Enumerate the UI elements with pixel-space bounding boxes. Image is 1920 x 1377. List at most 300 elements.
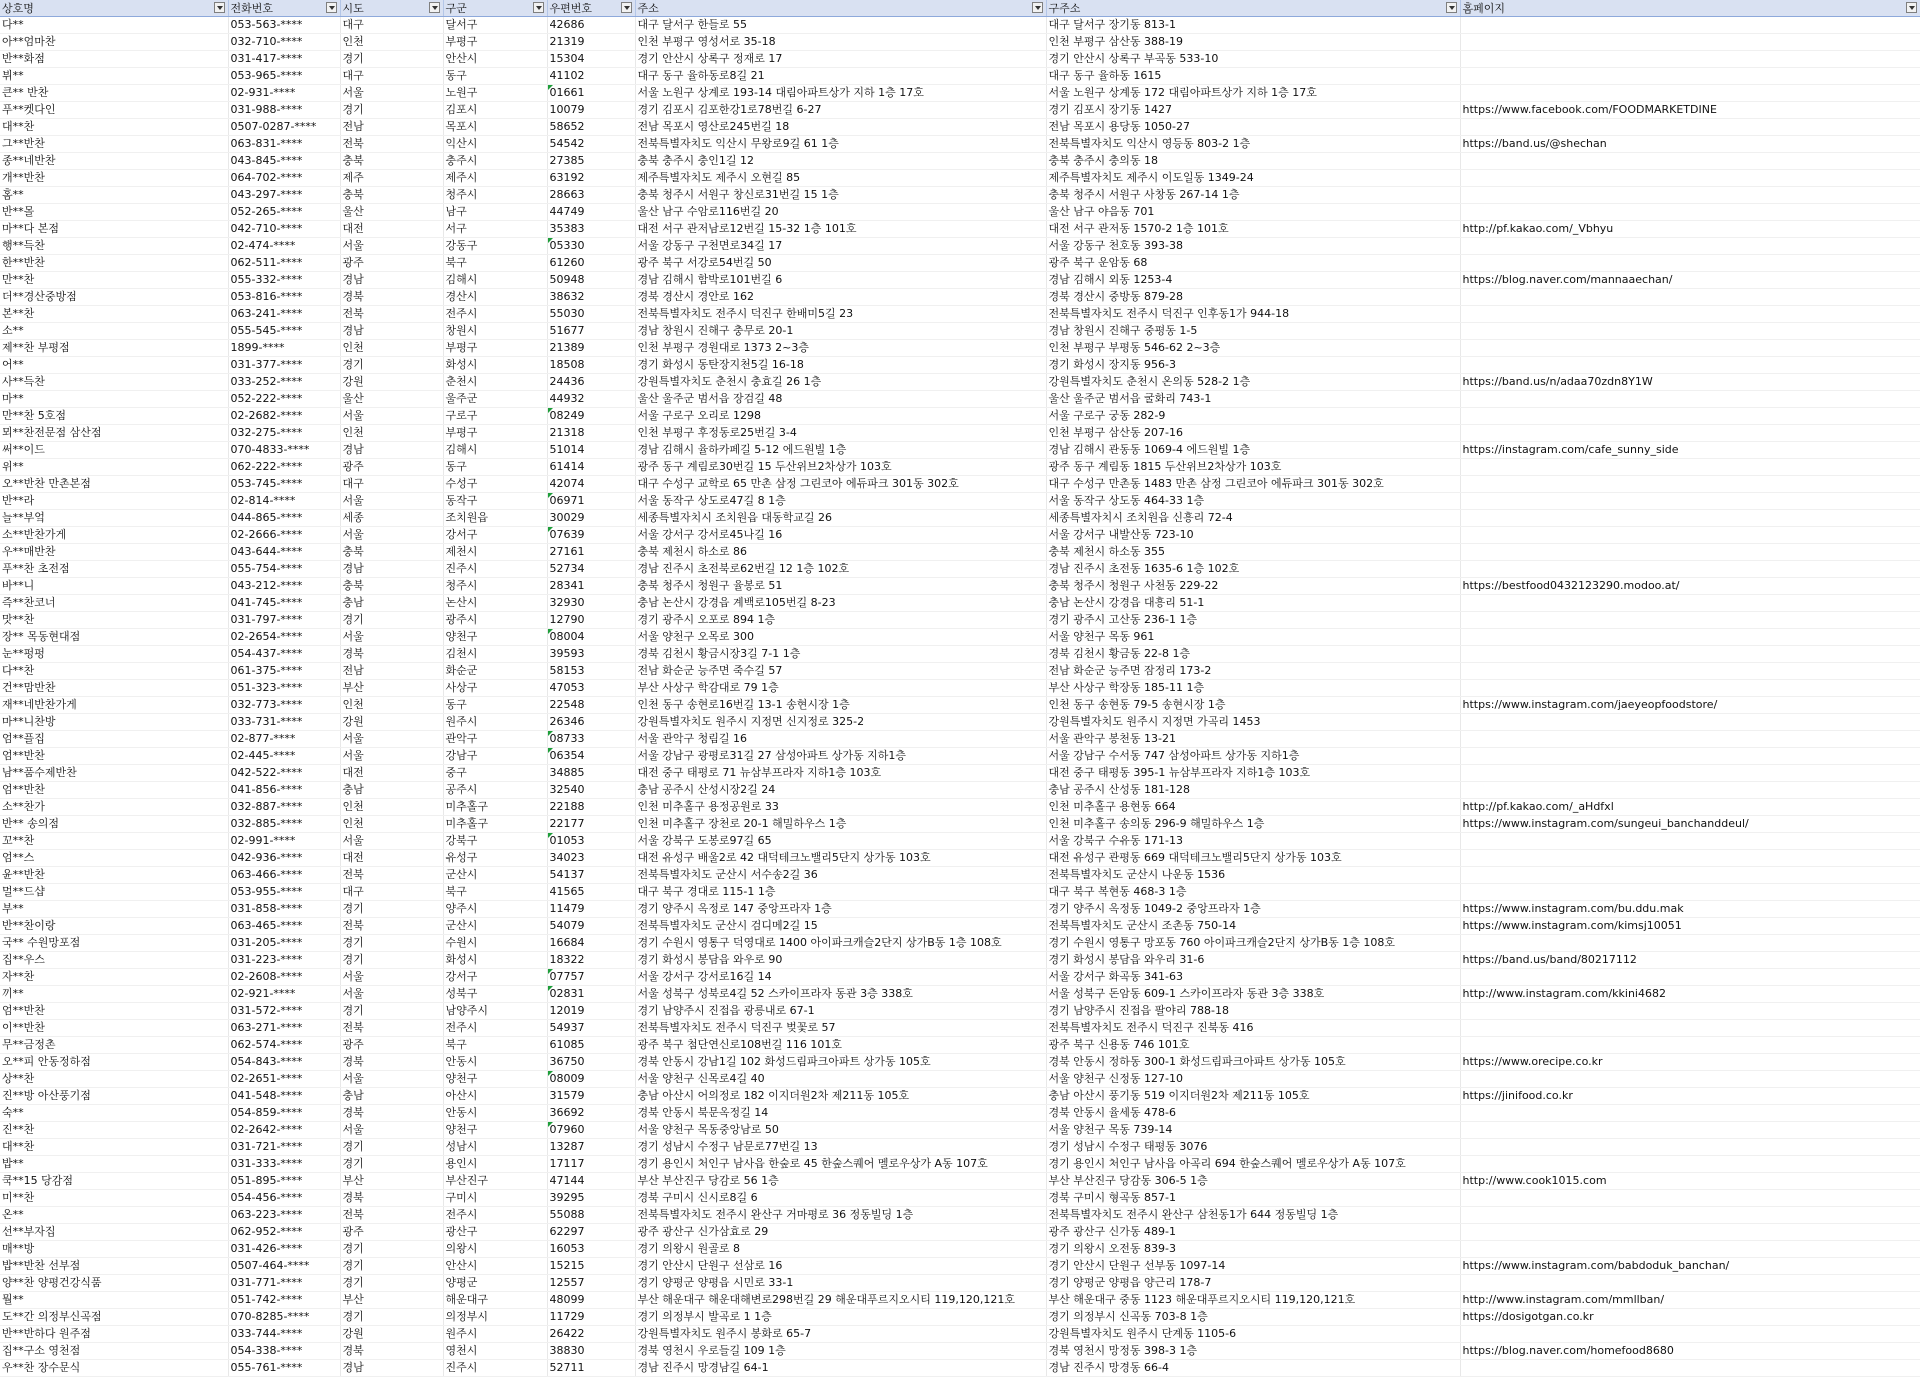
cell-homepage[interactable] [1460,595,1920,612]
cell-address[interactable]: 인천 부평구 경원대로 1373 2~3층 [635,340,1046,357]
cell-province[interactable]: 충북 [340,153,443,170]
cell-store-name[interactable]: 아**엄마찬 [0,34,228,51]
cell-zipcode[interactable]: 12557 [547,1275,635,1292]
cell-homepage[interactable] [1460,306,1920,323]
cell-zipcode[interactable]: 21389 [547,340,635,357]
cell-homepage[interactable] [1460,867,1920,884]
cell-address[interactable]: 서울 동작구 상도로47길 8 1층 [635,493,1046,510]
cell-store-name[interactable]: 다** [0,17,228,34]
cell-province[interactable]: 경남 [340,442,443,459]
cell-old-address[interactable]: 대구 수성구 만촌동 1483 만촌 삼정 그린코아 에듀파크 301동 302호 [1046,476,1460,493]
cell-homepage[interactable] [1460,1020,1920,1037]
cell-store-name[interactable]: 멀**드샵 [0,884,228,901]
cell-homepage[interactable] [1460,782,1920,799]
cell-province[interactable]: 전북 [340,918,443,935]
cell-province[interactable]: 서울 [340,969,443,986]
cell-store-name[interactable]: 미**찬 [0,1190,228,1207]
cell-province[interactable]: 서울 [340,408,443,425]
cell-phone[interactable]: 051-742-**** [228,1292,340,1309]
cell-district[interactable]: 사상구 [443,680,547,697]
cell-zipcode[interactable]: 15304 [547,51,635,68]
cell-address[interactable]: 전북특별자치도 군산시 서수송2길 36 [635,867,1046,884]
table-row[interactable] [0,1139,1920,1156]
cell-homepage[interactable] [1460,680,1920,697]
table-row[interactable] [0,391,1920,408]
cell-phone[interactable]: 031-205-**** [228,935,340,952]
cell-old-address[interactable]: 인천 동구 송현동 79-5 송현시장 1층 [1046,697,1460,714]
cell-district[interactable]: 논산시 [443,595,547,612]
cell-store-name[interactable]: 써**이드 [0,442,228,459]
cell-address[interactable]: 서울 강남구 광평로31길 27 삼성아파트 상가동 지하1층 [635,748,1046,765]
cell-zipcode[interactable]: 52711 [547,1360,635,1377]
cell-district[interactable]: 강남구 [443,748,547,765]
cell-store-name[interactable]: 무**금정촌 [0,1037,228,1054]
cell-phone[interactable]: 031-333-**** [228,1156,340,1173]
cell-store-name[interactable]: 숙** [0,1105,228,1122]
table-row[interactable] [0,272,1920,289]
cell-old-address[interactable]: 대전 서구 관저동 1570-2 1층 101호 [1046,221,1460,238]
cell-homepage[interactable] [1460,748,1920,765]
cell-store-name[interactable]: 소**반찬가게 [0,527,228,544]
cell-store-name[interactable]: 즉**찬코너 [0,595,228,612]
cell-phone[interactable]: 031-417-**** [228,51,340,68]
cell-phone[interactable]: 062-952-**** [228,1224,340,1241]
cell-phone[interactable]: 032-773-**** [228,697,340,714]
cell-province[interactable]: 경남 [340,272,443,289]
cell-zipcode[interactable]: 06971 [547,493,635,510]
cell-province[interactable]: 경북 [340,1105,443,1122]
cell-province[interactable]: 경기 [340,1275,443,1292]
cell-zipcode[interactable]: 13287 [547,1139,635,1156]
cell-zipcode[interactable]: 38830 [547,1343,635,1360]
cell-district[interactable]: 안동시 [443,1105,547,1122]
cell-homepage[interactable] [1460,340,1920,357]
cell-phone[interactable]: 02-2666-**** [228,527,340,544]
table-row[interactable] [0,1122,1920,1139]
cell-homepage[interactable] [1460,527,1920,544]
cell-address[interactable]: 전북특별자치도 군산시 검디메2길 15 [635,918,1046,935]
cell-old-address[interactable]: 경기 양주시 옥정동 1049-2 중앙프라자 1층 [1046,901,1460,918]
cell-old-address[interactable]: 인천 부평구 삼산동 388-19 [1046,34,1460,51]
cell-zipcode[interactable]: 51677 [547,323,635,340]
filter-dropdown-icon[interactable] [533,2,544,13]
cell-province[interactable]: 인천 [340,816,443,833]
cell-homepage[interactable]: https://www.instagram.com/kimsj10051 [1460,918,1920,935]
cell-old-address[interactable]: 서울 강북구 수유동 171-13 [1046,833,1460,850]
cell-old-address[interactable]: 충남 공주시 산성동 181-128 [1046,782,1460,799]
cell-old-address[interactable]: 대구 달서구 장기동 813-1 [1046,17,1460,34]
cell-zipcode[interactable]: 41565 [547,884,635,901]
cell-old-address[interactable]: 인천 미추홀구 송의동 296-9 해밀하우스 1층 [1046,816,1460,833]
column-header-phone[interactable] [228,0,340,17]
cell-homepage[interactable] [1460,85,1920,102]
cell-phone[interactable]: 054-843-**** [228,1054,340,1071]
cell-district[interactable]: 화성시 [443,357,547,374]
filter-dropdown-icon[interactable] [621,2,632,13]
table-row[interactable] [0,986,1920,1003]
cell-old-address[interactable]: 경기 남양주시 진접읍 팔야리 788-18 [1046,1003,1460,1020]
cell-address[interactable]: 경기 의정부시 발곡로 1 1층 [635,1309,1046,1326]
cell-old-address[interactable]: 제주특별자치도 제주시 이도일동 1349-24 [1046,170,1460,187]
cell-homepage[interactable] [1460,969,1920,986]
cell-old-address[interactable]: 경북 경산시 중방동 879-28 [1046,289,1460,306]
cell-phone[interactable]: 054-456-**** [228,1190,340,1207]
cell-old-address[interactable]: 대전 유성구 관평동 669 대덕테크노밸리5단지 상가동 103호 [1046,850,1460,867]
cell-zipcode[interactable]: 26422 [547,1326,635,1343]
cell-store-name[interactable]: 반**라 [0,493,228,510]
cell-zipcode[interactable]: 47053 [547,680,635,697]
cell-zipcode[interactable]: 52734 [547,561,635,578]
cell-province[interactable]: 인천 [340,799,443,816]
cell-address[interactable]: 경남 진주시 초전북로62번길 12 1층 102호 [635,561,1046,578]
cell-phone[interactable]: 031-988-**** [228,102,340,119]
cell-address[interactable]: 울산 울주군 범서읍 장검길 48 [635,391,1046,408]
cell-province[interactable]: 서울 [340,1122,443,1139]
cell-district[interactable]: 울주군 [443,391,547,408]
cell-zipcode[interactable]: 50948 [547,272,635,289]
cell-province[interactable]: 대구 [340,17,443,34]
cell-phone[interactable]: 02-474-**** [228,238,340,255]
cell-homepage[interactable]: http://www.instagram.com/mmllban/ [1460,1292,1920,1309]
cell-province[interactable]: 광주 [340,459,443,476]
cell-old-address[interactable]: 전북특별자치도 전주시 완산구 삼천동1가 644 정동빌딩 1층 [1046,1207,1460,1224]
cell-district[interactable]: 남구 [443,204,547,221]
cell-phone[interactable]: 053-745-**** [228,476,340,493]
filter-dropdown-icon[interactable] [429,2,440,13]
cell-address[interactable]: 경북 안동시 북문옥정길 14 [635,1105,1046,1122]
filter-dropdown-icon[interactable] [1906,2,1917,13]
cell-old-address[interactable]: 서울 양천구 목동 961 [1046,629,1460,646]
cell-store-name[interactable]: 부** [0,901,228,918]
cell-address[interactable]: 충북 제천시 하소로 86 [635,544,1046,561]
cell-old-address[interactable]: 부산 해운대구 중동 1123 해운대푸르지오시티 119,120,121호 [1046,1292,1460,1309]
cell-old-address[interactable]: 경기 양평군 양평읍 양근리 178-7 [1046,1275,1460,1292]
cell-zipcode[interactable]: 08249 [547,408,635,425]
cell-phone[interactable]: 062-574-**** [228,1037,340,1054]
cell-store-name[interactable]: 밥** [0,1156,228,1173]
cell-old-address[interactable]: 경기 김포시 장기동 1427 [1046,102,1460,119]
cell-province[interactable]: 경북 [340,1054,443,1071]
table-row[interactable] [0,1003,1920,1020]
cell-province[interactable]: 경기 [340,1258,443,1275]
cell-homepage[interactable]: https://instagram.com/cafe_sunny_side [1460,442,1920,459]
cell-old-address[interactable]: 충북 제천시 하소동 355 [1046,544,1460,561]
cell-store-name[interactable]: 다**찬 [0,663,228,680]
column-header-province[interactable] [340,0,443,17]
cell-zipcode[interactable]: 36692 [547,1105,635,1122]
cell-address[interactable]: 경북 김천시 황금시장3길 7-1 1층 [635,646,1046,663]
cell-district[interactable]: 미추홀구 [443,816,547,833]
cell-phone[interactable]: 044-865-**** [228,510,340,527]
table-row[interactable] [0,1207,1920,1224]
cell-district[interactable]: 부평구 [443,425,547,442]
cell-homepage[interactable] [1460,170,1920,187]
table-row[interactable] [0,1224,1920,1241]
cell-district[interactable]: 관악구 [443,731,547,748]
cell-address[interactable]: 부산 부산진구 당감로 56 1층 [635,1173,1046,1190]
cell-district[interactable]: 동구 [443,697,547,714]
table-row[interactable] [0,680,1920,697]
cell-store-name[interactable]: 엄**반찬 [0,748,228,765]
cell-phone[interactable]: 02-931-**** [228,85,340,102]
cell-district[interactable]: 부평구 [443,340,547,357]
cell-phone[interactable]: 033-252-**** [228,374,340,391]
cell-address[interactable]: 경기 수원시 영통구 덕영대로 1400 아이파크캐슬2단지 상가B동 1층 108호 [635,935,1046,952]
cell-homepage[interactable] [1460,1326,1920,1343]
cell-old-address[interactable]: 대구 북구 복현동 468-3 1층 [1046,884,1460,901]
cell-store-name[interactable]: 마**다 본점 [0,221,228,238]
cell-homepage[interactable] [1460,646,1920,663]
cell-homepage[interactable] [1460,1122,1920,1139]
cell-district[interactable]: 익산시 [443,136,547,153]
cell-phone[interactable]: 051-323-**** [228,680,340,697]
table-row[interactable] [0,510,1920,527]
cell-phone[interactable]: 0507-0287-**** [228,119,340,136]
cell-province[interactable]: 경남 [340,561,443,578]
cell-phone[interactable]: 052-265-**** [228,204,340,221]
cell-phone[interactable]: 031-426-**** [228,1241,340,1258]
cell-phone[interactable]: 02-877-**** [228,731,340,748]
cell-store-name[interactable]: 위** [0,459,228,476]
table-row[interactable] [0,357,1920,374]
cell-homepage[interactable] [1460,391,1920,408]
cell-phone[interactable]: 02-2642-**** [228,1122,340,1139]
cell-phone[interactable]: 041-548-**** [228,1088,340,1105]
cell-district[interactable]: 청주시 [443,187,547,204]
cell-store-name[interactable]: 우**찬 장수문식 [0,1360,228,1377]
cell-zipcode[interactable]: 44932 [547,391,635,408]
cell-homepage[interactable] [1460,187,1920,204]
cell-homepage[interactable]: https://bestfood0432123290.modoo.at/ [1460,578,1920,595]
cell-address[interactable]: 제주특별자치도 제주시 오현길 85 [635,170,1046,187]
cell-phone[interactable]: 055-761-**** [228,1360,340,1377]
cell-phone[interactable]: 0507-464-**** [228,1258,340,1275]
cell-homepage[interactable]: https://www.orecipe.co.kr [1460,1054,1920,1071]
cell-province[interactable]: 서울 [340,748,443,765]
cell-district[interactable]: 광주시 [443,612,547,629]
cell-province[interactable]: 강원 [340,1326,443,1343]
cell-district[interactable]: 화성시 [443,952,547,969]
cell-address[interactable]: 경북 안동시 강남1길 102 화성드림파크아파트 상가동 105호 [635,1054,1046,1071]
cell-district[interactable]: 구미시 [443,1190,547,1207]
cell-district[interactable]: 강동구 [443,238,547,255]
cell-address[interactable]: 충북 청주시 청원구 율봉로 51 [635,578,1046,595]
cell-phone[interactable]: 063-271-**** [228,1020,340,1037]
cell-zipcode[interactable]: 47144 [547,1173,635,1190]
cell-phone[interactable]: 041-745-**** [228,595,340,612]
cell-address[interactable]: 부산 해운대구 해운대해변로298번길 29 해운대푸르지오시티 119,120,121호 [635,1292,1046,1309]
cell-old-address[interactable]: 경기 의정부시 신곡동 703-8 1층 [1046,1309,1460,1326]
cell-province[interactable]: 전북 [340,306,443,323]
cell-province[interactable]: 서울 [340,527,443,544]
column-header-address[interactable] [635,0,1046,17]
cell-homepage[interactable]: https://www.instagram.com/sungeui_banchanddeul/ [1460,816,1920,833]
cell-district[interactable]: 김해시 [443,442,547,459]
cell-address[interactable]: 전남 목포시 영산로245번길 18 [635,119,1046,136]
cell-store-name[interactable]: 반**찬이랑 [0,918,228,935]
cell-old-address[interactable]: 전남 목포시 용당동 1050-27 [1046,119,1460,136]
cell-district[interactable]: 김포시 [443,102,547,119]
cell-phone[interactable]: 042-936-**** [228,850,340,867]
cell-homepage[interactable] [1460,17,1920,34]
cell-address[interactable]: 인천 부평구 영성서로 35-18 [635,34,1046,51]
cell-homepage[interactable]: https://www.instagram.com/bu.ddu.mak [1460,901,1920,918]
cell-district[interactable]: 구로구 [443,408,547,425]
cell-store-name[interactable]: 한**반찬 [0,255,228,272]
cell-zipcode[interactable]: 08004 [547,629,635,646]
cell-district[interactable]: 강북구 [443,833,547,850]
cell-zipcode[interactable]: 42074 [547,476,635,493]
table-row[interactable] [0,340,1920,357]
cell-address[interactable]: 경기 양주시 옥정로 147 중앙프라자 1층 [635,901,1046,918]
cell-store-name[interactable]: 밥**반찬 선부점 [0,1258,228,1275]
cell-address[interactable]: 경북 영천시 우로들길 109 1층 [635,1343,1046,1360]
cell-store-name[interactable]: 늘**부엌 [0,510,228,527]
cell-address[interactable]: 인천 미추홀구 용정공원로 33 [635,799,1046,816]
cell-province[interactable]: 인천 [340,34,443,51]
cell-province[interactable]: 제주 [340,170,443,187]
cell-address[interactable]: 경기 화성시 봉담읍 와우로 90 [635,952,1046,969]
cell-old-address[interactable]: 경기 광주시 고산동 236-1 1층 [1046,612,1460,629]
cell-zipcode[interactable]: 55088 [547,1207,635,1224]
cell-phone[interactable]: 054-338-**** [228,1343,340,1360]
cell-store-name[interactable]: 이**반찬 [0,1020,228,1037]
cell-zipcode[interactable]: 17117 [547,1156,635,1173]
cell-store-name[interactable]: 맛**찬 [0,612,228,629]
cell-store-name[interactable]: 온** [0,1207,228,1224]
cell-address[interactable]: 경기 화성시 동탄장지천5길 16-18 [635,357,1046,374]
cell-province[interactable]: 강원 [340,714,443,731]
cell-address[interactable]: 광주 북구 첨단연신로108번길 116 101호 [635,1037,1046,1054]
cell-address[interactable]: 충남 아산시 어의정로 182 이지더원2차 제211동 105호 [635,1088,1046,1105]
cell-homepage[interactable] [1460,884,1920,901]
cell-province[interactable]: 전북 [340,867,443,884]
cell-zipcode[interactable]: 27161 [547,544,635,561]
cell-store-name[interactable]: 반**화점 [0,51,228,68]
cell-address[interactable]: 서울 강서구 강서로16길 14 [635,969,1046,986]
cell-province[interactable]: 서울 [340,1071,443,1088]
cell-store-name[interactable]: 반**반하다 원주점 [0,1326,228,1343]
cell-address[interactable]: 경기 안산시 상록구 정재로 17 [635,51,1046,68]
cell-address[interactable]: 광주 광산구 신가삼효로 29 [635,1224,1046,1241]
cell-address[interactable]: 서울 관악구 청림길 16 [635,731,1046,748]
cell-province[interactable]: 경남 [340,1360,443,1377]
table-row[interactable] [0,85,1920,102]
cell-old-address[interactable]: 충북 청주시 청원구 사천동 229-22 [1046,578,1460,595]
cell-address[interactable]: 서울 양천구 목동중앙남로 50 [635,1122,1046,1139]
cell-zipcode[interactable]: 06354 [547,748,635,765]
cell-store-name[interactable]: 반**몰 [0,204,228,221]
cell-store-name[interactable]: 국** 수원망포점 [0,935,228,952]
cell-zipcode[interactable]: 21319 [547,34,635,51]
table-row[interactable] [0,306,1920,323]
cell-district[interactable]: 군산시 [443,867,547,884]
cell-phone[interactable]: 064-702-**** [228,170,340,187]
table-row[interactable] [0,68,1920,85]
cell-address[interactable]: 대전 유성구 배울2로 42 대덕테크노밸리5단지 상가동 103호 [635,850,1046,867]
cell-homepage[interactable]: https://band.us/@shechan [1460,136,1920,153]
cell-store-name[interactable]: 끼** [0,986,228,1003]
cell-homepage[interactable] [1460,357,1920,374]
cell-homepage[interactable] [1460,425,1920,442]
cell-address[interactable]: 서울 강서구 강서로45나길 16 [635,527,1046,544]
cell-phone[interactable]: 070-4833-**** [228,442,340,459]
cell-address[interactable]: 충북 청주시 서원구 창신로31번길 15 1층 [635,187,1046,204]
cell-district[interactable]: 진주시 [443,561,547,578]
cell-phone[interactable]: 042-522-**** [228,765,340,782]
cell-district[interactable]: 아산시 [443,1088,547,1105]
table-row[interactable] [0,935,1920,952]
table-row[interactable] [0,170,1920,187]
cell-old-address[interactable]: 대구 동구 율하동 1615 [1046,68,1460,85]
cell-phone[interactable]: 031-721-**** [228,1139,340,1156]
cell-district[interactable]: 안산시 [443,51,547,68]
cell-district[interactable]: 강서구 [443,969,547,986]
cell-zipcode[interactable]: 34023 [547,850,635,867]
cell-zipcode[interactable]: 54542 [547,136,635,153]
table-row[interactable] [0,153,1920,170]
cell-store-name[interactable]: 푸**찬 초전점 [0,561,228,578]
cell-zipcode[interactable]: 27385 [547,153,635,170]
cell-district[interactable]: 미추홀구 [443,799,547,816]
cell-district[interactable]: 중구 [443,765,547,782]
cell-address[interactable]: 서울 강북구 도봉로97길 65 [635,833,1046,850]
table-row[interactable] [0,1054,1920,1071]
cell-district[interactable]: 김해시 [443,272,547,289]
cell-old-address[interactable]: 충남 아산시 풍기동 519 이지더원2차 제211동 105호 [1046,1088,1460,1105]
cell-district[interactable]: 동구 [443,459,547,476]
cell-province[interactable]: 대구 [340,884,443,901]
cell-zipcode[interactable]: 61260 [547,255,635,272]
cell-zipcode[interactable]: 39295 [547,1190,635,1207]
cell-homepage[interactable] [1460,1105,1920,1122]
table-row[interactable] [0,731,1920,748]
cell-homepage[interactable] [1460,1139,1920,1156]
cell-district[interactable]: 춘천시 [443,374,547,391]
column-header-homepage[interactable] [1460,0,1920,17]
cell-phone[interactable]: 055-332-**** [228,272,340,289]
cell-old-address[interactable]: 광주 동구 계림동 1815 두산위브2차상가 103호 [1046,459,1460,476]
cell-homepage[interactable] [1460,561,1920,578]
cell-province[interactable]: 경기 [340,102,443,119]
cell-province[interactable]: 광주 [340,1224,443,1241]
cell-homepage[interactable] [1460,1360,1920,1377]
cell-zipcode[interactable]: 01661 [547,85,635,102]
cell-zipcode[interactable]: 22188 [547,799,635,816]
cell-zipcode[interactable]: 12790 [547,612,635,629]
cell-zipcode[interactable]: 32930 [547,595,635,612]
table-row[interactable] [0,1258,1920,1275]
cell-zipcode[interactable]: 35383 [547,221,635,238]
cell-homepage[interactable] [1460,255,1920,272]
cell-zipcode[interactable]: 24436 [547,374,635,391]
cell-address[interactable]: 경북 경산시 경안로 162 [635,289,1046,306]
cell-old-address[interactable]: 부산 사상구 학장동 185-11 1층 [1046,680,1460,697]
cell-phone[interactable]: 033-731-**** [228,714,340,731]
table-row[interactable] [0,51,1920,68]
cell-old-address[interactable]: 부산 부산진구 당감동 306-5 1층 [1046,1173,1460,1190]
cell-homepage[interactable] [1460,153,1920,170]
table-row[interactable] [0,952,1920,969]
cell-phone[interactable]: 02-814-**** [228,493,340,510]
cell-old-address[interactable]: 경남 김해시 외동 1253-4 [1046,272,1460,289]
cell-old-address[interactable]: 경기 안산시 단원구 선부동 1097-14 [1046,1258,1460,1275]
cell-phone[interactable]: 032-710-**** [228,34,340,51]
cell-store-name[interactable]: 상**찬 [0,1071,228,1088]
cell-zipcode[interactable]: 32540 [547,782,635,799]
cell-district[interactable]: 김천시 [443,646,547,663]
column-header-store-name[interactable] [0,0,228,17]
